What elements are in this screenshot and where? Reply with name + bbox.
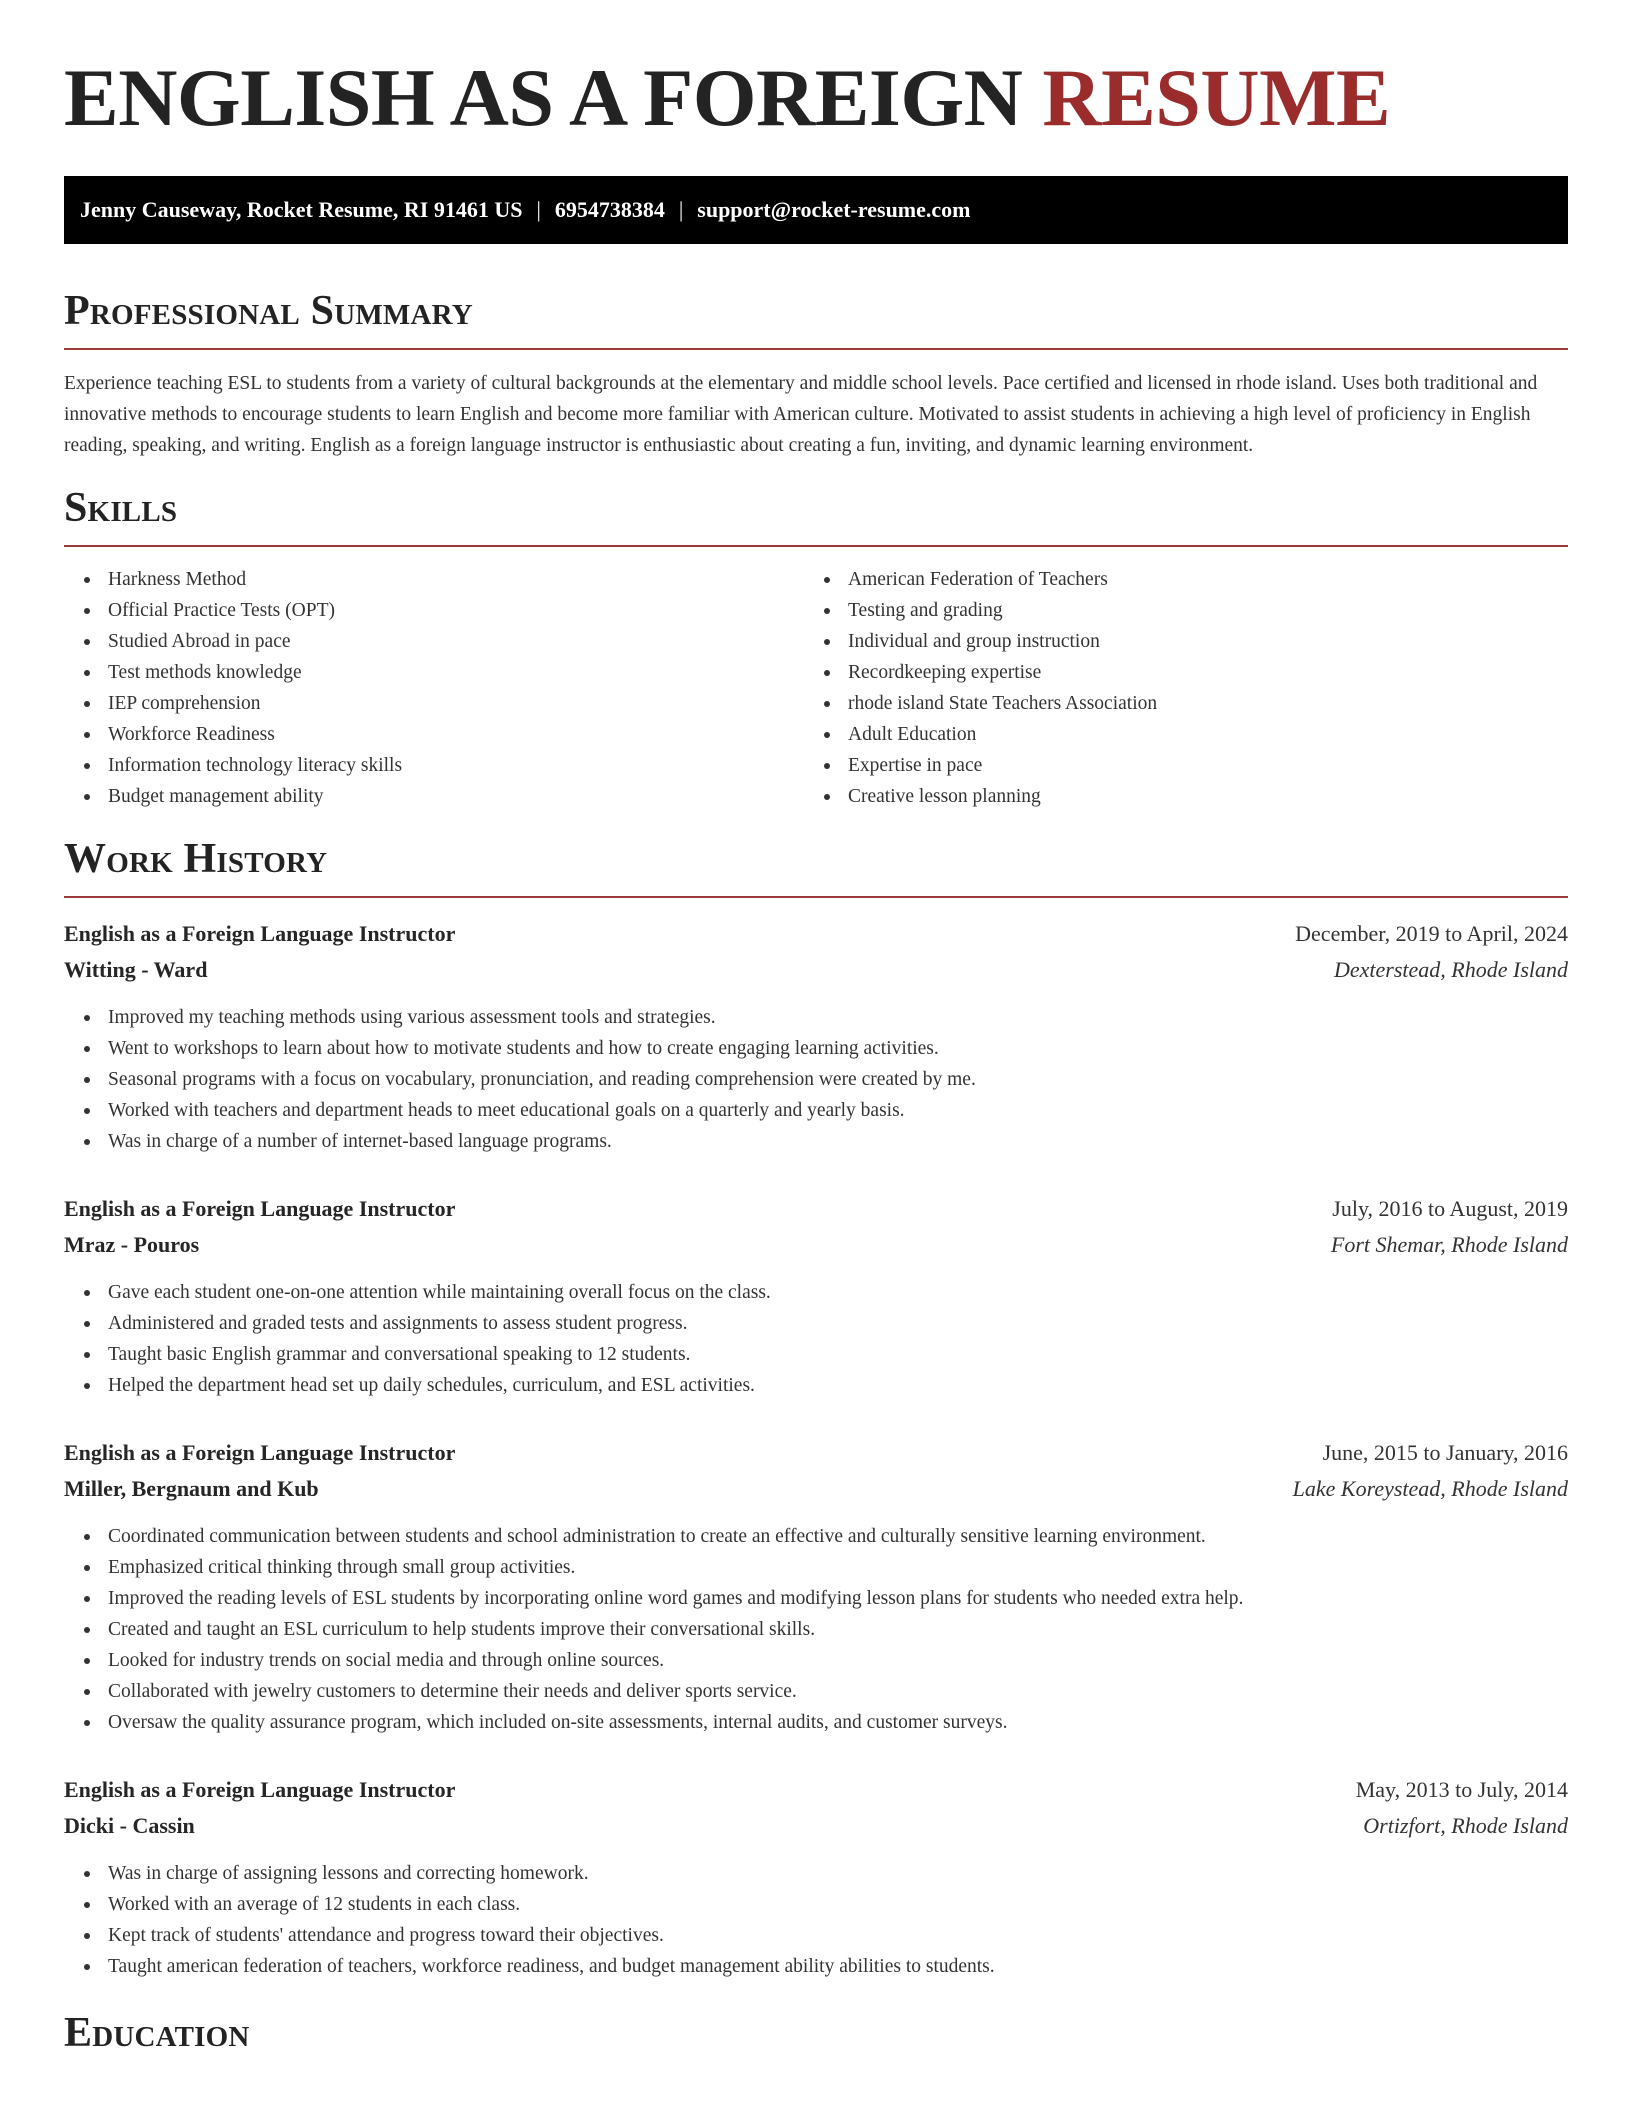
- job-bullet: Administered and graded tests and assignments to assess student progress.: [64, 1308, 1568, 1339]
- contact-separator: |: [678, 197, 684, 222]
- job-entry: [64, 1191, 1568, 1401]
- job-bullet: Worked with teachers and department heads to meet educational goals on a quarterly and yearly basis.: [64, 1095, 1568, 1126]
- job-company-row: [64, 1471, 1568, 1507]
- resume-title-main: ENGLISH AS A FOREIGN: [64, 52, 1023, 143]
- skills-section: [64, 483, 1568, 812]
- job-title: English as a Foreign Language Instructor: [64, 1440, 456, 1465]
- summary-section: [64, 286, 1568, 461]
- job-location: Fort Shemar, Rhode Island: [1330, 1232, 1568, 1257]
- job-bullet: Looked for industry trends on social media and through online sources.: [64, 1645, 1568, 1676]
- job-title: English as a Foreign Language Instructor: [64, 921, 456, 946]
- job-company-row: [64, 1808, 1568, 1844]
- resume-title-accent: RESUME: [1042, 52, 1391, 143]
- contact-phone: 6954738384: [554, 197, 665, 222]
- job-company-row: [64, 952, 1568, 988]
- contact-bar: [64, 176, 1568, 244]
- job-bullets: [64, 1858, 1568, 1982]
- section-divider: [64, 545, 1568, 547]
- contact-email: support@rocket-resume.com: [697, 197, 971, 222]
- job-bullet: Taught basic English grammar and conversational speaking to 12 students.: [64, 1339, 1568, 1370]
- resume-title: [64, 0, 1568, 143]
- job-title: English as a Foreign Language Instructor: [64, 1777, 456, 1802]
- job-header-row: [64, 1772, 1568, 1808]
- job-bullet: Collaborated with jewelry customers to determine their needs and deliver sports service.: [64, 1676, 1568, 1707]
- contact-separator: |: [536, 197, 541, 222]
- job-bullets: [64, 1521, 1568, 1738]
- job-dates: May, 2013 to July, 2014: [1355, 1777, 1568, 1802]
- job-entry: [64, 1435, 1568, 1738]
- job-bullet: Went to workshops to learn about how to motivate students and how to create engaging learning activities.: [64, 1033, 1568, 1064]
- section-divider: [64, 348, 1568, 350]
- job-company: Dicki - Cassin: [64, 1813, 195, 1838]
- job-company: Mraz - Pouros: [64, 1232, 200, 1257]
- job-dates: December, 2019 to April, 2024: [1295, 921, 1568, 946]
- job-dates: July, 2016 to August, 2019: [1332, 1196, 1568, 1221]
- job-bullet: Oversaw the quality assurance program, which included on-site assessments, internal audits, and customer surveys.: [64, 1707, 1568, 1738]
- job-bullet: Improved the reading levels of ESL students by incorporating online word games and modifying lesson plans for students who needed extra help.: [64, 1583, 1568, 1614]
- work-history-section: [64, 834, 1568, 1982]
- job-header-row: [64, 1191, 1568, 1227]
- contact-address: Jenny Causeway, Rocket Resume, RI 91461 US: [80, 197, 523, 222]
- skill-item: Information technology literacy skills: [64, 750, 804, 781]
- education-heading: Education: [64, 2010, 250, 2056]
- job-company: Witting - Ward: [64, 957, 208, 982]
- skill-item: Test methods knowledge: [64, 657, 804, 688]
- job-header-row: [64, 1435, 1568, 1471]
- skill-item: Expertise in pace: [804, 750, 1544, 781]
- section-divider: [64, 896, 1568, 898]
- skill-item: Official Practice Tests (OPT): [64, 595, 804, 626]
- job-bullet: Was in charge of a number of internet-based language programs.: [64, 1126, 1568, 1157]
- job-entry: [64, 916, 1568, 1157]
- skill-item: Harkness Method: [64, 564, 804, 595]
- skill-item: rhode island State Teachers Association: [804, 688, 1544, 719]
- skill-item: Workforce Readiness: [64, 719, 804, 750]
- job-header-row: [64, 916, 1568, 952]
- skill-item: Individual and group instruction: [804, 626, 1544, 657]
- summary-heading: Professional Summary: [64, 288, 473, 334]
- job-bullet: Seasonal programs with a focus on vocabulary, pronunciation, and reading comprehension were created by me.: [64, 1064, 1568, 1095]
- skill-item: Recordkeeping expertise: [804, 657, 1544, 688]
- job-location: Dexterstead, Rhode Island: [1334, 957, 1568, 982]
- job-bullet: Created and taught an ESL curriculum to help students improve their conversational skills.: [64, 1614, 1568, 1645]
- job-company-row: [64, 1227, 1568, 1263]
- work-history-heading: Work History: [64, 836, 328, 882]
- job-location: Ortizfort, Rhode Island: [1363, 1813, 1568, 1838]
- job-company: Miller, Bergnaum and Kub: [64, 1476, 319, 1501]
- skill-item: American Federation of Teachers: [804, 564, 1544, 595]
- job-bullet: Was in charge of assigning lessons and correcting homework.: [64, 1858, 1568, 1889]
- job-bullet: Gave each student one-on-one attention while maintaining overall focus on the class.: [64, 1277, 1568, 1308]
- job-bullet: Worked with an average of 12 students in each class.: [64, 1889, 1568, 1920]
- skill-item: Testing and grading: [804, 595, 1544, 626]
- job-entry: [64, 1772, 1568, 1982]
- summary-text: Experience teaching ESL to students from a variety of cultural backgrounds at the elementary and middle school levels. Pace certified and licensed in rhode island. Uses both traditional and innovative methods to encourage students to learn English and become more familiar with American culture. Motivated to assist students in achieving a high level of proficiency in English reading, speaking, and writing. English as a foreign language instructor is enthusiastic about creating a fun, inviting, and dynamic learning environment.: [64, 373, 1538, 456]
- job-bullet: Emphasized critical thinking through small group activities.: [64, 1552, 1568, 1583]
- skills-list-right: [804, 564, 1544, 812]
- skill-item: Adult Education: [804, 719, 1544, 750]
- job-bullet: Taught american federation of teachers, workforce readiness, and budget management ability abilities to students.: [64, 1951, 1568, 1982]
- skill-item: Budget management ability: [64, 781, 804, 812]
- job-location: Lake Koreystead, Rhode Island: [1292, 1476, 1568, 1501]
- resume-page: [64, 0, 1568, 2058]
- job-bullet: Kept track of students' attendance and progress toward their objectives.: [64, 1920, 1568, 1951]
- skill-item: Creative lesson planning: [804, 781, 1544, 812]
- skills-grid: [64, 564, 1568, 812]
- job-bullet: Improved my teaching methods using various assessment tools and strategies.: [64, 1002, 1568, 1033]
- skill-item: IEP comprehension: [64, 688, 804, 719]
- skills-list-left: [64, 564, 804, 812]
- job-bullet: Helped the department head set up daily schedules, curriculum, and ESL activities.: [64, 1370, 1568, 1401]
- job-bullet: Coordinated communication between students and school administration to create an effective and culturally sensitive learning environment.: [64, 1521, 1568, 1552]
- job-bullets: [64, 1277, 1568, 1401]
- job-title: English as a Foreign Language Instructor: [64, 1196, 456, 1221]
- education-section: [64, 2008, 1568, 2058]
- skill-item: Studied Abroad in pace: [64, 626, 804, 657]
- job-dates: June, 2015 to January, 2016: [1322, 1440, 1568, 1465]
- job-bullets: [64, 1002, 1568, 1157]
- skills-heading: Skills: [64, 485, 178, 531]
